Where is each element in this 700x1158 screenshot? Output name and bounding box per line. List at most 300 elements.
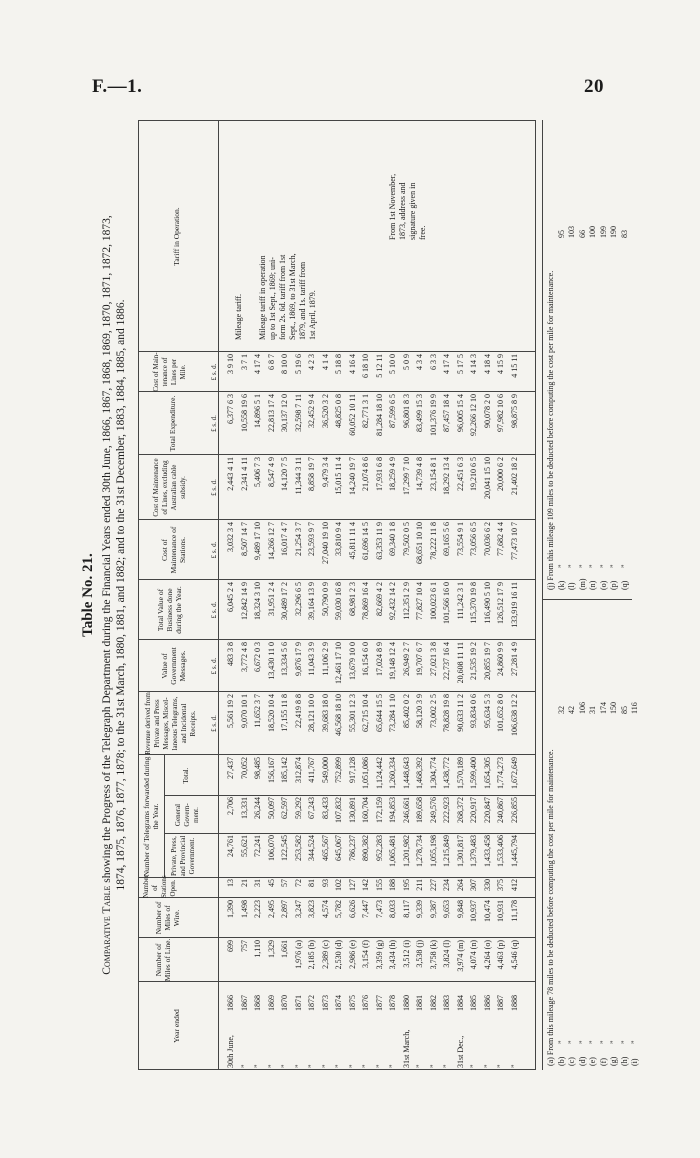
cell-ex: 14,896 5 1 xyxy=(253,394,262,428)
cell-mw: 7,447 xyxy=(361,900,370,918)
cell-mw: 3,247 xyxy=(293,900,303,918)
cell-gg: 172,159 xyxy=(374,797,384,823)
footnote-item xyxy=(609,198,620,590)
cell-mw: 8,033 xyxy=(388,900,397,918)
header-total: Total. xyxy=(182,767,190,784)
cell-ml: 3,824 (l) xyxy=(442,940,451,968)
cell-yr: 1887 xyxy=(496,995,505,1011)
cell-lc: 23,154 8 1 xyxy=(428,457,438,491)
table-row xyxy=(429,120,439,1070)
cell-ml: 3,538 (j) xyxy=(415,940,424,968)
cell-gg: 240,867 xyxy=(496,797,505,823)
cell-bv: 39,164 13 9 xyxy=(307,582,316,620)
cell-tt: 1,570,189 xyxy=(455,757,465,789)
footnote-ditto: ” xyxy=(588,564,597,568)
cell-ex: 96,005 15 4 xyxy=(455,394,465,432)
cell-yr: 1874 xyxy=(334,995,343,1011)
cell-pr: 344,524 xyxy=(307,835,316,861)
cell-pr: 106,070 xyxy=(266,835,276,861)
cell-pm: 3 9 10 xyxy=(226,354,235,374)
cell-bv: 78,869 16 4 xyxy=(361,582,370,620)
cell-rv: 22,419 8 8 xyxy=(293,694,303,728)
cell-ml: 2,530 (d) xyxy=(334,940,343,970)
lsd-stations-cost: £ s. d. xyxy=(210,541,218,559)
cell-tt: 1,774,273 xyxy=(496,757,505,789)
cell-lc: 17,931 6 8 xyxy=(374,457,384,491)
cell-st: 31 xyxy=(253,879,262,887)
tariff-line: free. xyxy=(418,225,427,240)
cell-ye: ” xyxy=(361,1064,370,1068)
data-table xyxy=(138,120,536,1070)
cell-pm: 6 18 10 xyxy=(361,354,370,378)
cell-pm: 4 14 3 xyxy=(469,354,478,374)
cell-pr: 72,241 xyxy=(253,835,262,857)
cell-rv: 46,568 18 10 xyxy=(334,694,343,736)
page-number: 20 xyxy=(584,76,604,97)
cell-gv: 20,608 11 11 xyxy=(455,642,465,684)
cell-gv: 19,707 6 7 xyxy=(415,642,424,676)
cell-mw: 10,931 xyxy=(496,900,505,922)
footnote-tag: (b) xyxy=(556,1056,566,1066)
footnote-tag: (q) xyxy=(619,580,629,590)
header-business: Total Value of Business done during the Year. xyxy=(156,586,183,634)
cell-lc: 21,402 18 2 xyxy=(509,457,519,495)
cell-lc: 11,344 3 11 xyxy=(293,457,303,495)
table-bottom-rule xyxy=(535,120,536,1070)
footnote-tag: (i) xyxy=(630,1058,639,1066)
cell-ye: ” xyxy=(428,1064,438,1068)
cell-ex: 32,598 7 11 xyxy=(293,394,303,432)
table-row xyxy=(442,120,452,1070)
cell-ex: 36,520 3 2 xyxy=(320,394,330,428)
cell-rv: 93,834 0 6 xyxy=(469,694,478,728)
cell-yr: 1870 xyxy=(280,995,289,1011)
cell-tt: 917,128 xyxy=(347,757,357,783)
cell-mw: 1,390 xyxy=(226,900,235,918)
cell-mw: 10,474 xyxy=(482,900,492,922)
cell-rv: 28,121 10 0 xyxy=(307,694,316,732)
footnote-tag: (f) xyxy=(598,1058,608,1066)
cell-rv: 101,652 8 0 xyxy=(496,694,505,732)
table-row xyxy=(240,120,250,1070)
cell-tt: 1,672,649 xyxy=(509,757,519,789)
lsd-gov-value: £ s. d. xyxy=(210,657,218,675)
cell-yr: 1880 xyxy=(401,995,411,1011)
cell-lc: 8,858 19 7 xyxy=(307,457,316,491)
footnote-item xyxy=(609,674,620,1066)
cell-mw: 9,339 xyxy=(415,900,424,918)
cell-pr: 55,621 xyxy=(239,835,249,857)
cell-gv: 3,772 4 8 xyxy=(239,642,249,672)
rotated-table-sheet xyxy=(80,110,640,1080)
cell-bv: 92,432 14 2 xyxy=(388,582,397,620)
cell-mw: 3,823 xyxy=(307,900,316,918)
cell-tt: 1,438,772 xyxy=(442,757,451,789)
cell-mw: 2,495 xyxy=(266,900,276,918)
footnote-ditto: ” xyxy=(577,564,587,568)
cell-st: 102 xyxy=(334,879,343,891)
cell-pm: 6 8 7 xyxy=(266,354,276,370)
cell-pr: 24,761 xyxy=(226,835,235,857)
footnote-val: 42 xyxy=(567,706,576,714)
cell-yr: 1867 xyxy=(239,995,249,1011)
cell-gv: 27,021 3 8 xyxy=(428,642,438,676)
cell-lc: 2,341 4 11 xyxy=(239,457,249,491)
cell-yr: 1868 xyxy=(253,995,262,1011)
cell-ye: ” xyxy=(388,1064,397,1068)
tariff-line: 1873, address and xyxy=(398,182,407,240)
tariff-line: Mileage tariff in operation xyxy=(258,255,267,340)
cell-pm: 3 7 1 xyxy=(239,354,249,370)
cell-st: 375 xyxy=(496,879,505,891)
cell-pr: 122,545 xyxy=(280,835,289,861)
cell-yr: 1866 xyxy=(226,995,235,1011)
lsd-expenditure: £ s. d. xyxy=(210,415,218,432)
cell-gv: 6,672 0 3 xyxy=(253,642,262,672)
cell-st: 264 xyxy=(455,879,465,891)
cell-gv: 483 3 8 xyxy=(226,642,235,666)
cell-ye: ” xyxy=(347,1064,357,1068)
cell-ml: 4,264 (o) xyxy=(482,940,492,970)
cell-ye: ” xyxy=(320,1064,330,1068)
cell-tt: 1,304,774 xyxy=(428,757,438,789)
cell-ml: 3,434 (h) xyxy=(388,940,397,970)
cell-sc: 79,502 0 5 xyxy=(401,522,411,556)
table-row xyxy=(469,120,479,1070)
footnote-val: 32 xyxy=(556,706,566,714)
cell-tt: 1,654,305 xyxy=(482,757,492,789)
header-lines-cost: Cost of Maintenance of Lines, excluding Australian cable subsidy. xyxy=(152,458,187,517)
cell-mw: 10,937 xyxy=(469,900,478,922)
cell-gg: 67,243 xyxy=(307,797,316,819)
tariff-line: up to 1st Sept., 1869; uni- xyxy=(268,257,277,340)
cell-lc: 21,074 8 6 xyxy=(361,457,370,491)
cell-mw: 11,178 xyxy=(509,900,519,922)
cell-sc: 9,489 17 10 xyxy=(253,522,262,560)
footnote-tag: (m) xyxy=(577,578,587,590)
cell-pm: 5 18 8 xyxy=(334,354,343,374)
caption-line-1: showing the Progress of the Telegraph Department during the Financial Years ended 30th June, 1866, 1867, 1868, 1869, 1870, 1871, 1872, 1873, xyxy=(101,215,113,883)
footnote-val: 83 xyxy=(619,230,629,238)
tariff-line: signature given in xyxy=(408,182,417,240)
cell-lc: 14,120 7 5 xyxy=(280,457,289,491)
cell-ye: ” xyxy=(469,1064,478,1068)
cell-ye: ” xyxy=(280,1064,289,1068)
cell-yr: 1888 xyxy=(509,995,519,1011)
cell-gg: 160,704 xyxy=(361,797,370,823)
tariff-mileage: Mileage tariff. xyxy=(234,293,243,340)
lsd-business: £ s. d. xyxy=(210,601,218,619)
cell-sc: 69,165 5 6 xyxy=(442,522,451,556)
footnote-val: 100 xyxy=(588,226,597,238)
table-row xyxy=(483,120,493,1070)
footnote-ditto: ” xyxy=(630,1040,639,1044)
cell-tt: 411,767 xyxy=(307,757,316,783)
cell-st: 195 xyxy=(401,879,411,891)
cell-gv: 9,876 17 9 xyxy=(293,642,303,676)
footnote-ditto: ” xyxy=(619,1040,629,1044)
cell-pm: 5 0 9 xyxy=(401,354,411,370)
cell-pr: 1,433,458 xyxy=(482,835,492,867)
footnote-item xyxy=(599,674,610,1066)
cell-gv: 11,043 3 9 xyxy=(307,642,316,676)
cell-sc: 27,040 19 10 xyxy=(320,522,330,564)
cell-ex: 92,266 12 10 xyxy=(469,394,478,436)
telegrams-group-rule xyxy=(164,755,165,878)
cell-rv: 17,155 11 8 xyxy=(280,694,289,732)
cell-pr: 465,567 xyxy=(320,835,330,861)
cell-st: 234 xyxy=(442,879,451,891)
footnote-ditto: ” xyxy=(556,1040,566,1044)
cell-ex: 97,982 10 6 xyxy=(496,394,505,432)
cell-lc: 2,443 4 11 xyxy=(226,457,235,491)
cell-tt: 1,468,392 xyxy=(415,757,424,789)
cell-sc: 33,810 9 4 xyxy=(334,522,343,556)
cell-gg: 59,292 xyxy=(293,797,303,819)
footnote-val: 85 xyxy=(619,706,629,714)
footnote-tag: (e) xyxy=(588,1057,597,1066)
table-row xyxy=(321,120,331,1070)
cell-ye: ” xyxy=(442,1064,451,1068)
cell-rv: 73,002 2 5 xyxy=(428,694,438,728)
cell-rv: 18,520 10 4 xyxy=(266,694,276,732)
cell-ex: 6,377 6 3 xyxy=(226,394,235,424)
cell-rv: 78,828 19 8 xyxy=(442,694,451,732)
cell-rv: 58,120 3 9 xyxy=(415,694,424,728)
header-revenue: Revenue derived from Private and Press Messages, Miscel-laneous Telegrams, and Incidental Receipts. xyxy=(144,692,197,755)
cell-gg: 220,847 xyxy=(482,797,492,823)
footnote-item xyxy=(630,674,641,1066)
cell-yr: 1886 xyxy=(482,995,492,1011)
cell-ye: ” xyxy=(239,1064,249,1068)
cell-tt: 1,051,086 xyxy=(361,757,370,789)
cell-bv: 59,030 16 8 xyxy=(334,582,343,620)
cell-ex: 96,801 8 3 xyxy=(401,394,411,428)
cell-yr: 1876 xyxy=(361,995,370,1011)
tariff-uniform xyxy=(258,253,318,340)
cell-sc: 73,056 6 5 xyxy=(469,522,478,556)
cell-ye: ” xyxy=(253,1064,262,1068)
cell-lc: 18,292 13 4 xyxy=(442,457,451,495)
footnote-tag: (o) xyxy=(598,580,608,590)
cell-ye: 31st Dec., xyxy=(455,1035,465,1068)
footnote-item xyxy=(567,674,578,1066)
footnote-item xyxy=(620,674,631,1066)
caption-line-2: 1874, 1875, 1876, 1877, 1878; to the 31st March, 1880, 1881, and 1882; and to the 31st December, 1883, 1884, 1885, and 1886. xyxy=(115,299,127,891)
footnote-ditto: ” xyxy=(609,564,618,568)
footnote-top-rule xyxy=(542,120,543,1070)
cell-pm: 4 17 4 xyxy=(253,354,262,374)
cell-sc: 16,017 4 7 xyxy=(280,522,289,556)
cell-ml: 2,185 (b) xyxy=(307,940,316,970)
cell-gv: 12,461 17 10 xyxy=(334,642,343,684)
cell-rv: 65,644 15 5 xyxy=(374,694,384,732)
cell-gg: 83,433 xyxy=(320,797,330,819)
cell-pm: 4 3 4 xyxy=(415,354,424,370)
cell-bv: 6,045 2 4 xyxy=(226,582,235,612)
cell-bv: 50,790 0 9 xyxy=(320,582,330,616)
cell-gv: 21,535 19 2 xyxy=(469,642,478,680)
cell-tt: 98,485 xyxy=(253,757,262,779)
footnote-val: 174 xyxy=(598,702,608,714)
cell-bv: 112,351 2 9 xyxy=(401,582,411,620)
cell-bv: 133,919 16 11 xyxy=(509,582,519,628)
tariff-address-free xyxy=(388,174,428,240)
cell-ml: 3,359 (g) xyxy=(374,940,384,970)
cell-lc: 14,240 19 7 xyxy=(347,457,357,495)
cell-gg: 222,923 xyxy=(442,797,451,823)
cell-ye: 30th June, xyxy=(226,1035,235,1068)
cell-bv: 116,490 5 10 xyxy=(482,582,492,624)
cell-mw: 8,117 xyxy=(401,900,411,918)
footnote-val: 150 xyxy=(609,702,618,714)
footnote-ditto: ” xyxy=(556,564,566,568)
cell-sc: 3,032 3 4 xyxy=(226,522,235,552)
cell-ml: 757 xyxy=(239,940,249,952)
cell-sc: 68,651 10 10 xyxy=(415,522,424,564)
cell-rv: 55,301 12 3 xyxy=(347,694,357,732)
cell-ye: ” xyxy=(496,1064,505,1068)
footnote-tag: (l) xyxy=(567,582,576,590)
table-row xyxy=(415,120,425,1070)
cell-pm: 4 2 3 xyxy=(307,354,316,370)
cell-lc: 20,000 6 2 xyxy=(496,457,505,491)
cell-gv: 11,106 2 9 xyxy=(320,642,330,676)
cell-pm: 5 17 5 xyxy=(455,354,465,374)
footnote-item xyxy=(599,198,610,590)
cell-ml: 1,976 (a) xyxy=(293,940,303,969)
cell-ml: 1,329 xyxy=(266,940,276,958)
lsd-revenue: £ s. d. xyxy=(210,715,218,732)
table-caption xyxy=(100,110,115,1080)
cell-pm: 4 15 9 xyxy=(496,354,505,374)
cell-mw: 4,574 xyxy=(320,900,330,918)
cell-pr: 1,055,198 xyxy=(428,835,438,867)
tariff-line: Sept., 1869, to 31st March, xyxy=(288,253,297,340)
cell-pm: 4 16 4 xyxy=(347,354,357,374)
cell-ml: 3,974 (m) xyxy=(455,940,465,972)
cell-bv: 101,566 16 0 xyxy=(442,582,451,624)
footnote-val: 190 xyxy=(609,226,618,238)
cell-gg: 50,097 xyxy=(266,797,276,819)
cell-pm: 6 3 3 xyxy=(428,354,438,370)
tariff-line: 1st April, 1879. xyxy=(308,290,317,340)
footnote-ditto: ” xyxy=(567,564,576,568)
cell-rv: 62,715 10 4 xyxy=(361,694,370,732)
cell-ml: 2,389 (c) xyxy=(320,940,330,969)
footnotes-right xyxy=(546,198,630,590)
footnote-tag: (k) xyxy=(556,580,566,590)
header-tariff: Tariff in Operation. xyxy=(172,207,181,266)
cell-ye: ” xyxy=(307,1064,316,1068)
cell-rv: 90,633 11 2 xyxy=(455,694,465,732)
cell-rv: 5,561 19 2 xyxy=(226,694,235,728)
cell-sc: 69,340 1 8 xyxy=(388,522,397,556)
cell-rv: 39,683 18 0 xyxy=(320,694,330,732)
cell-ye: ” xyxy=(266,1064,276,1068)
cell-sc: 70,036 6 2 xyxy=(482,522,492,556)
table-top-rule xyxy=(138,120,139,1070)
cell-bv: 111,242 3 1 xyxy=(455,582,465,620)
cell-st: 72 xyxy=(293,879,303,887)
cell-rv: 95,634 5 3 xyxy=(482,694,492,728)
cell-st: 93 xyxy=(320,879,330,887)
cell-ml: 3,154 (f) xyxy=(361,940,370,968)
table-row xyxy=(348,120,358,1070)
footnote-ditto: ” xyxy=(598,1040,608,1044)
footnote-item xyxy=(620,198,631,590)
cell-st: 57 xyxy=(280,879,289,887)
cell-pr: 1,201,982 xyxy=(401,835,411,867)
footnote-item xyxy=(588,674,599,1066)
cell-gv: 13,334 5 6 xyxy=(280,642,289,676)
header-stations-cost: Cost of Maintenance of Stations. xyxy=(160,526,187,574)
footnote-item xyxy=(557,198,568,590)
cell-ex: 32,452 9 4 xyxy=(307,394,316,428)
cell-bv: 82,669 4 2 xyxy=(374,582,384,616)
table-row xyxy=(402,120,412,1070)
cell-pr: 890,382 xyxy=(361,835,370,861)
footnote-val: 66 xyxy=(577,230,587,238)
cell-ml: 3,512 (i) xyxy=(401,940,411,968)
table-row xyxy=(496,120,506,1070)
cell-sc: 77,473 10 7 xyxy=(509,522,519,560)
cell-ex: 87,599 6 5 xyxy=(388,394,397,428)
header-expenditure: Total Expenditure. xyxy=(168,395,177,452)
cell-tt: 27,437 xyxy=(226,757,235,779)
header-year: Year ended xyxy=(172,1009,181,1043)
cell-st: 412 xyxy=(509,879,519,891)
footnote-ditto: ” xyxy=(577,1040,587,1044)
cell-tt: 1,448,643 xyxy=(401,757,411,789)
cell-pm: 4 1 4 xyxy=(320,354,330,370)
cell-sc: 78,222 11 8 xyxy=(428,522,438,560)
cell-sc: 77,682 4 4 xyxy=(496,522,505,556)
cell-sc: 23,593 9 7 xyxy=(307,522,316,556)
cell-ex: 60,052 10 11 xyxy=(347,394,357,436)
cell-gv: 13,430 11 0 xyxy=(266,642,276,680)
table-row xyxy=(334,120,344,1070)
cell-yr: 1885 xyxy=(469,995,478,1011)
cell-st: 142 xyxy=(361,879,370,891)
footnote-val: 106 xyxy=(577,702,587,714)
footnote-item xyxy=(578,674,589,1066)
cell-yr: 1877 xyxy=(374,995,384,1011)
cell-ye: ” xyxy=(293,1064,303,1068)
tariff-line: form 2s. 6d. tariff from 1st xyxy=(278,254,287,340)
cell-pr: 1,379,483 xyxy=(469,835,478,867)
cell-ml: 699 xyxy=(226,940,235,952)
cell-gv: 20,855 19 7 xyxy=(482,642,492,680)
cell-pr: 1,278,734 xyxy=(415,835,424,867)
header-gov-value: Value of Government Messages. xyxy=(160,647,187,685)
cell-ex: 22,813 17 4 xyxy=(266,394,276,432)
cell-sc: 14,266 12 7 xyxy=(266,522,276,560)
footnote-item xyxy=(588,198,599,590)
cell-lc: 8,547 4 9 xyxy=(266,457,276,487)
cell-sc: 8,507 14 7 xyxy=(239,522,249,556)
cell-lc: 22,451 6 3 xyxy=(455,457,465,491)
cell-pr: 1,065,481 xyxy=(388,835,397,867)
cell-bv: 18,324 3 10 xyxy=(253,582,262,620)
cell-ye: ” xyxy=(374,1064,384,1068)
cell-tt: 185,142 xyxy=(280,757,289,783)
cell-lc: 17,299 7 10 xyxy=(401,457,411,495)
cell-ex: 10,558 19 6 xyxy=(239,394,249,432)
cell-gg: 2,706 xyxy=(226,797,235,815)
cell-ex: 30,137 12 0 xyxy=(280,394,289,432)
table-number: Table No. 21. xyxy=(80,553,96,637)
